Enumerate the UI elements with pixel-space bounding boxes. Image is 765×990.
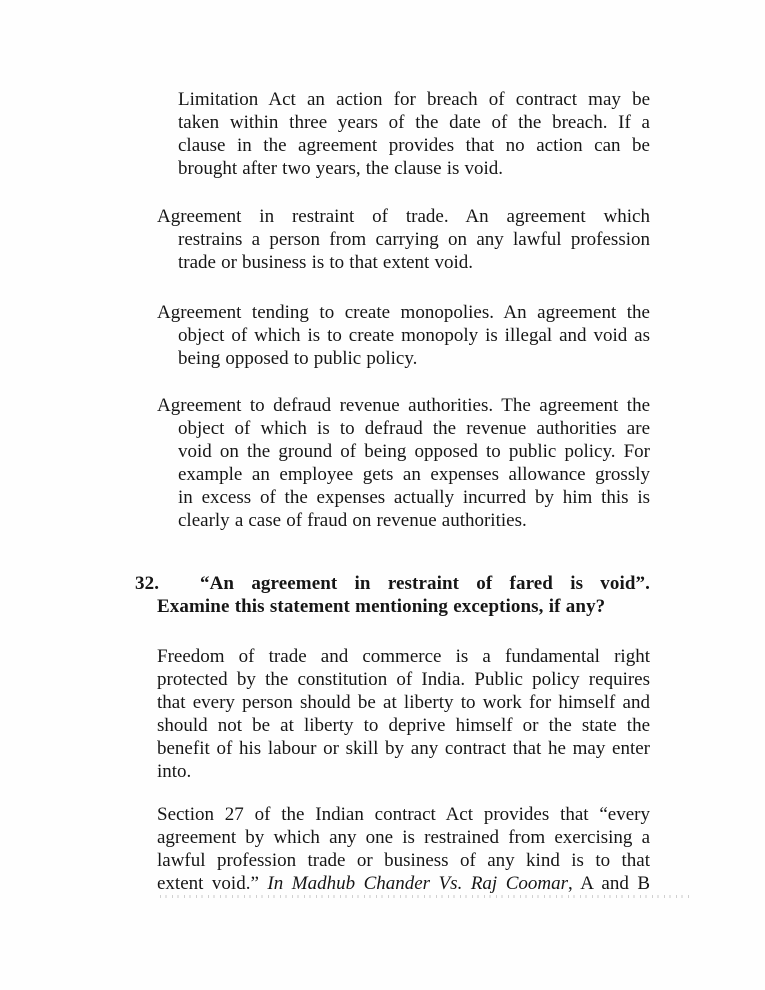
text-line: agreement by which any one is restrained from exercising a (157, 827, 650, 848)
text-line: object of which is to create monopoly is illegal and void as (178, 325, 650, 346)
paragraph-restraint-of-trade (157, 205, 650, 274)
text-line: example an employee gets an expenses allowance grossly (178, 464, 650, 485)
question-number: 32. (135, 573, 160, 594)
text-line: Agreement tending to create monopolies. An agreement the (157, 302, 650, 323)
text-line: brought after two years, the clause is void. (178, 158, 504, 179)
text-line: void on the ground of being opposed to public policy. For (178, 441, 650, 462)
text-line: lawful profession trade or business of any kind is to that (157, 850, 650, 871)
text-line: trade or business is to that extent void. (178, 252, 473, 273)
text-line: object of which is to defraud the revenue authorities are (178, 418, 650, 439)
text-line: Agreement to defraud revenue authorities. The agreement the (157, 395, 650, 416)
text-line-case-citation (157, 872, 650, 895)
text-line: protected by the constitution of India. Public policy requires (157, 669, 650, 690)
question-title-line (135, 572, 650, 595)
text-line: that every person should be at liberty to work for himself and (157, 692, 650, 713)
text-line: being opposed to public policy. (178, 348, 418, 369)
paragraph-section-27 (157, 803, 650, 895)
question-32-heading (135, 572, 650, 618)
scan-artifact-noise (160, 895, 692, 898)
text-line: benefit of his labour or skill by any contract that he may enter (157, 738, 650, 759)
paragraph-create-monopolies (157, 301, 650, 370)
text-line: clause in the agreement provides that no action can be (178, 135, 650, 156)
paragraph-freedom-of-trade (157, 645, 650, 783)
citation-pre-text: extent void.” (157, 873, 268, 894)
paragraph-defraud-revenue (157, 394, 650, 532)
text-line: Freedom of trade and commerce is a fundamental right (157, 646, 650, 667)
question-subline: Examine this statement mentioning exceptions, if any? (157, 596, 606, 617)
text-line: restrains a person from carrying on any lawful profession (178, 229, 650, 250)
text-line: should not be at liberty to deprive himself or the state the (157, 715, 650, 736)
question-quote: “An agreement in restraint of fared is void”. (200, 573, 650, 594)
text-line: Limitation Act an action for breach of contract may be (178, 89, 650, 110)
case-name-italic: In Madhub Chander Vs. Raj Coomar (267, 873, 569, 894)
citation-post-text: , A and B (568, 873, 651, 894)
text-line: taken within three years of the date of the breach. If a (178, 112, 650, 133)
text-line: Agreement in restraint of trade. An agreement which (157, 206, 650, 227)
text-line: clearly a case of fraud on revenue authorities. (178, 510, 527, 531)
text-line: in excess of the expenses actually incurred by him this is (178, 487, 650, 508)
paragraph-limitation-act (178, 88, 650, 180)
text-line: Section 27 of the Indian contract Act provides that “every (157, 804, 650, 825)
text-line: into. (157, 761, 192, 782)
